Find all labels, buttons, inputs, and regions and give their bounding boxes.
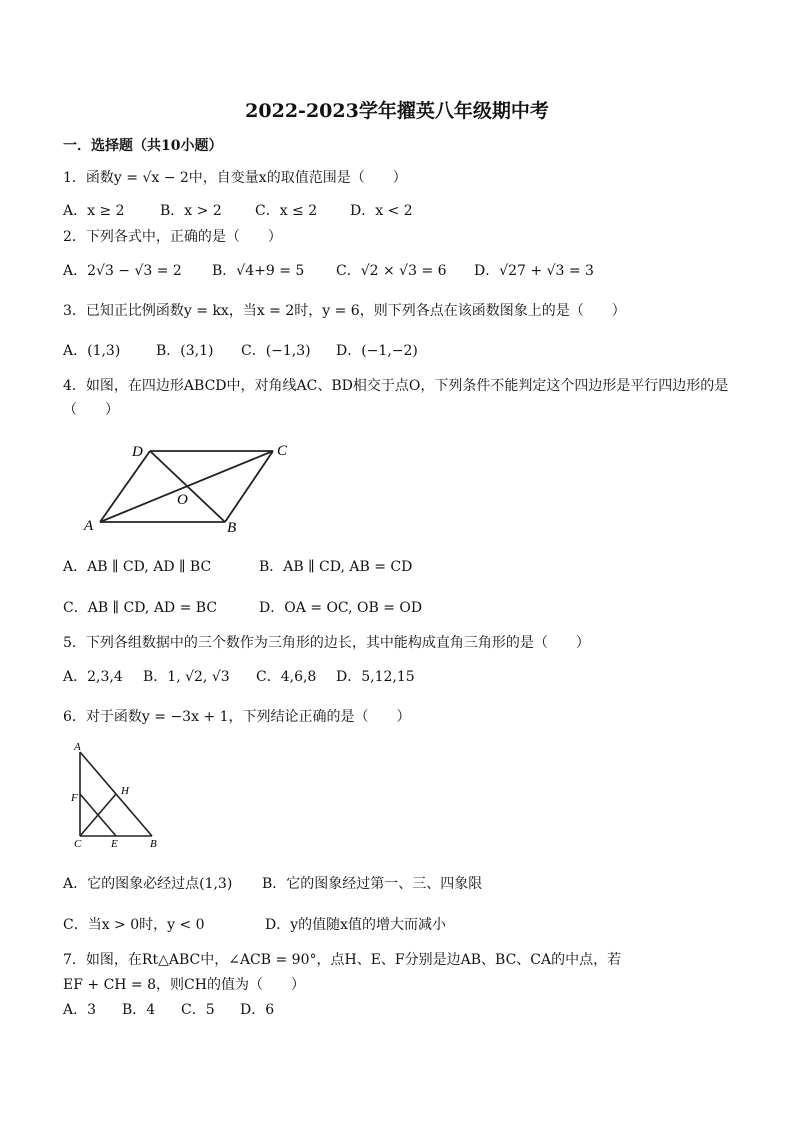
question-3-option-c: C．(−1,3) xyxy=(241,343,311,359)
vertex-label-b: B xyxy=(227,520,237,536)
vertex-label-c: C xyxy=(74,838,82,850)
question-5-stem: 5．下列各组数据中的三个数作为三角形的边长，其中能构成直角三角形的是（ ） xyxy=(63,635,590,651)
question-6-option-d: D．y的值随x值的增大而减小 xyxy=(265,917,447,933)
parallelogram-figure xyxy=(78,436,298,536)
question-2-stem: 2．下列各式中，正确的是（ ） xyxy=(63,229,282,245)
question-4-option-b: B．AB ∥ CD, AB = CD xyxy=(259,559,413,575)
question-7-option-c: C．5 xyxy=(181,1002,215,1018)
question-3-stem: 3．已知正比例函数y = kx，当x = 2时，y = 6，则下列各点在该函数图象上的是（ ） xyxy=(63,303,626,319)
question-4-option-a: A．AB ∥ CD, AD ∥ BC xyxy=(63,559,212,575)
question-7-stem: 7．如图，在Rt△ABC中，∠ACB = 90°，点H、E、F分别是边AB、BC、CA的中点，若 xyxy=(63,952,622,968)
question-2-option-c: C．√2 × √3 = 6 xyxy=(336,263,447,279)
vertex-label-c: C xyxy=(277,443,288,459)
question-6-stem: 6．对于函数y = −3x + 1，下列结论正确的是（ ） xyxy=(63,709,411,725)
point-label-f: F xyxy=(71,792,78,804)
question-4-option-d: D．OA = OC, OB = OD xyxy=(259,600,423,616)
right-triangle-figure xyxy=(66,740,176,852)
vertex-label-o: O xyxy=(177,492,188,508)
section-heading: 一．选择题（共10小题） xyxy=(63,138,223,154)
question-2-option-a: A．2√3 − √3 = 2 xyxy=(63,263,182,279)
question-3-option-a: A．(1,3) xyxy=(63,343,121,359)
question-7-option-d: D．6 xyxy=(240,1002,275,1018)
question-6-option-a: A．它的图象必经过点(1,3) xyxy=(63,876,233,892)
question-3-option-d: D．(−1,−2) xyxy=(336,343,418,359)
question-3-option-b: B．(3,1) xyxy=(156,343,214,359)
question-7-option-a: A．3 xyxy=(63,1002,97,1018)
question-4-option-c: C．AB ∥ CD, AD = BC xyxy=(63,600,218,616)
point-label-e: E xyxy=(111,838,118,850)
question-6-option-b: B．它的图象经过第一、三、四象限 xyxy=(262,876,483,892)
question-7-option-b: B．4 xyxy=(122,1002,156,1018)
question-2-option-b: B．√4+9 = 5 xyxy=(212,263,305,279)
question-5-option-c: C．4,6,8 xyxy=(256,669,317,685)
parallelogram-lines xyxy=(100,451,273,522)
question-1-option-c: C．x ≤ 2 xyxy=(255,203,318,219)
question-4-stem: 4．如图，在四边形ABCD中，对角线AC、BD相交于点O，下列条件不能判定这个四边形是平行四边形的是 xyxy=(63,378,729,394)
question-1-option-d: D．x < 2 xyxy=(350,203,413,219)
vertex-label-a: A xyxy=(84,518,94,534)
question-5-option-d: D．5,12,15 xyxy=(336,669,415,685)
question-5-option-b: B．1, √2, √3 xyxy=(143,669,230,685)
question-1-stem: 1．函数y = √x − 2中，自变量x的取值范围是（ ） xyxy=(63,170,407,186)
question-5-option-a: A．2,3,4 xyxy=(63,669,123,685)
vertex-label-d: D xyxy=(132,444,143,460)
question-1-option-b: B．x > 2 xyxy=(160,203,222,219)
question-1-option-a: A．x ≥ 2 xyxy=(63,203,125,219)
page-title: 2022-2023学年擢英八年级期中考 xyxy=(245,100,549,122)
point-label-h: H xyxy=(121,785,129,797)
question-7-stem-cont: EF + CH = 8，则CH的值为（ ） xyxy=(63,977,305,993)
triangle-lines xyxy=(80,752,152,836)
question-2-option-d: D．√27 + √3 = 3 xyxy=(474,263,594,279)
vertex-label-a: A xyxy=(74,741,81,753)
question-4-stem-cont: （ ） xyxy=(63,402,119,418)
question-6-option-c: C．当x > 0时，y < 0 xyxy=(63,917,205,933)
vertex-label-b: B xyxy=(150,838,157,850)
